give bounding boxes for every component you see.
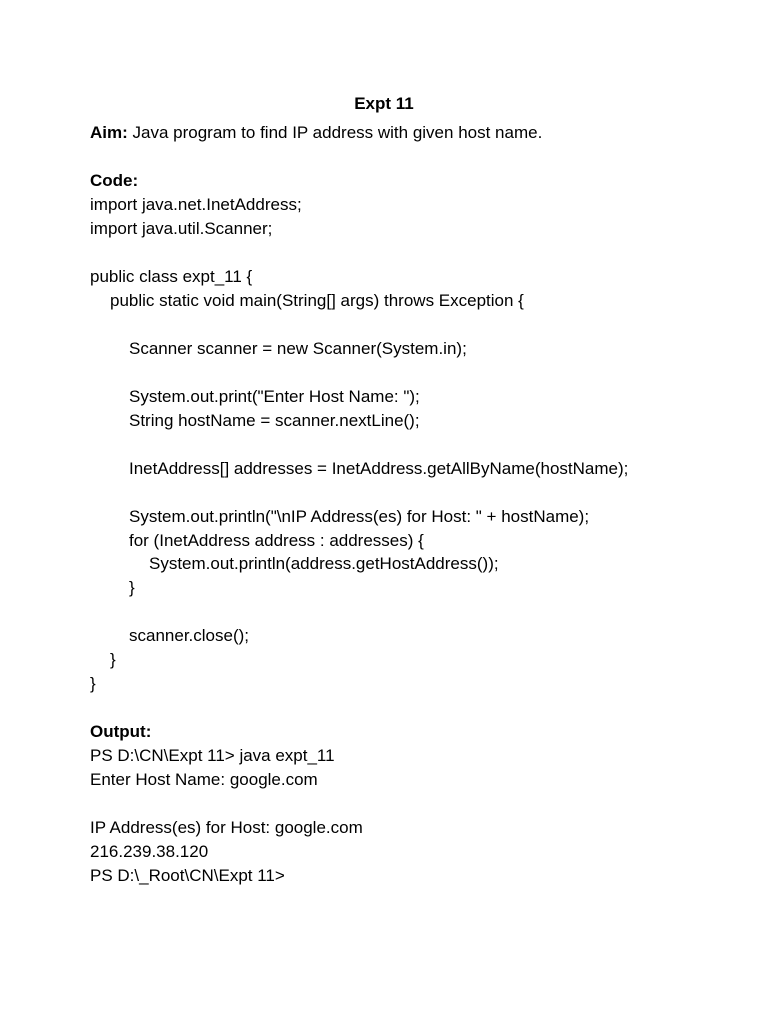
code-line: String hostName = scanner.nextLine(); <box>129 411 420 430</box>
code-line: Scanner scanner = new Scanner(System.in); <box>129 339 467 358</box>
code-line: } <box>90 674 96 693</box>
code-line: import java.util.Scanner; <box>90 219 273 238</box>
aim-line <box>90 122 542 144</box>
output-line: IP Address(es) for Host: google.com <box>90 818 363 837</box>
code-line: import java.net.InetAddress; <box>90 195 302 214</box>
code-line: } <box>110 650 116 669</box>
code-line: for (InetAddress address : addresses) { <box>129 531 424 550</box>
code-line: System.out.print("Enter Host Name: "); <box>129 387 420 406</box>
code-line: System.out.println(address.getHostAddress()); <box>149 554 499 573</box>
output-label: Output: <box>90 722 152 741</box>
aim-text: Java program to find IP address with given host name. <box>127 123 543 142</box>
output-line: 216.239.38.120 <box>90 842 209 861</box>
output-line: PS D:\_Root\CN\Expt 11> <box>90 866 285 885</box>
code-line: public class expt_11 { <box>90 267 253 286</box>
aim-label: Aim: <box>90 123 128 142</box>
code-line: public static void main(String[] args) throws Exception { <box>110 291 524 310</box>
code-line: } <box>129 578 135 597</box>
code-line: InetAddress[] addresses = InetAddress.getAllByName(hostName); <box>129 459 629 478</box>
output-line: Enter Host Name: google.com <box>90 770 318 789</box>
document-title: Expt 11 <box>354 94 414 113</box>
code-line: scanner.close(); <box>129 626 249 645</box>
output-line: PS D:\CN\Expt 11> java expt_11 <box>90 746 335 765</box>
code-label: Code: <box>90 171 139 190</box>
code-line: System.out.println("\nIP Address(es) for Host: " + hostName); <box>129 507 590 526</box>
